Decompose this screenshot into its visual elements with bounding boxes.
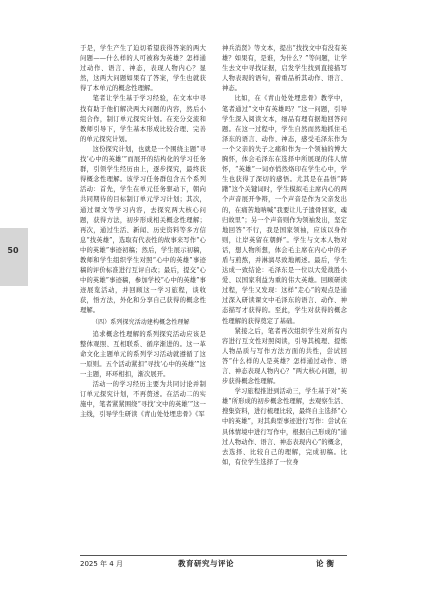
right-text-column [222,44,347,468]
footer-journal-title: 教育研究与评论 [178,559,234,568]
paragraph: 紧接之后，笔者再次组织学生对所有内容进行互文性对照阅读，引导其梳理、提炼人物品质与写作方法方面的共性，尝试回答“什么样的人是英雄？怎样通过动作、语言、神态表现人物内心？”两大核心问题，初步获得概念性理解。 [222,327,347,386]
paragraph: 神兵消贤》等文本，提出“找找文中有没有英雄？如果有，是谁，为什么？”等问题，让学生去文中寻找证据，启发学生找到直接描写人物表现的语句，着重品析其动作、语言、神态。 [222,45,347,93]
page-number-tab [0,228,28,286]
footer-section-name: 论衡 [316,559,337,568]
page-number: 50 [7,246,19,255]
paragraph: 活动一的学习经历主要为共同讨论并制订单元探究计划，不再赘述。在活动二的实施中，笔者紧紧围绕“寻找‘文中的英雄’”这一主线，引导学生研读《青山处处埋忠骨》《军 [80,381,206,419]
paragraph: 追求概念性理解的系列探究活动应该是整体观照、互相联系、循序渐进的。这一革命文化主题单元的系列学习活动就遵循了这一原则。五个活动紧扣“寻找‘心中的英雄’”这一主题，环环相扣，渐次展开。 [80,330,206,378]
paragraph: 比如，在《青山处处埋忠骨》教学中，笔者通过“文中有英雄吗？”这一问题，引导学生深入阅读文本，细品有理有据地回答问题。在这一过程中，学生自然而然地抓住毛泽东的语言、动作、神态，感受毛泽东作为一个父亲的失子之痛和作为一个领袖的博大胸怀，体会毛泽东在选择中所展现的伟人情怀，“英雄”一词亦悄然烙印在学生心中，学生也获得了深切的感悟。尤其是在品悟“踌躇”这个关键词时，学生模拟毛主席内心的两个声音展开争辩，一个声音是作为父亲发出的，在痛苦地呐喊“我要让儿子遗骨回家，魂归故里”；另一个声音则作为领袖发出，坚定地回答“不行，我是国家领袖，应该以身作则，让岸英留在朝鲜”。学生与文本人物对话，想人物所想，体会毛主席在内心中的矛盾与煎熬，并淋漓尽致地阐述。最后，学生达成一致结论：毛泽东是一位以大爱战胜小爱、以国家利益为重的伟大英雄。回顾研读过程，学生又发现：这样“走心”的观点是通过深入研读课文中毛泽东的语言、动作、神态描写才获得的。至此，学生对获得的概念性理解的获得奠定了基础。 [222,95,347,325]
paragraph: 于是，学生产生了迫切希望获得答案的两大问题——什么样的人可被称为英雄？怎样通过动作、语言、神态，表现人物内心？显然，这两大问题如果有了答案，学生也就获得了本单元的概念性理解。 [80,45,206,93]
left-text-column [80,44,206,420]
footer-divider [80,555,347,556]
section-subheading: （四）系列探究活动建构概念性理解 [92,318,190,326]
footer-date: 2025 年 4 月 [80,560,123,568]
paragraph: 这份探究计划，也就是一个围绕主题“寻找‘心中的英雄’”而展开的结构化的学习任务群，引领学生经历由上，逐步探究，最终获得概念性理解。该学习任务群包含五个系列活动：首先，学生在单元任务驱动下，朝向共同期待的目标制订单元学习计划；其次，通过课文等学习内容，去探究两大核心问题，获得方法，初步形成相关概念性理解；再次，通过生活、新闻、历史资料等多方信息“找英雄”，选取有代表性的故事来写作“心中的英雄”事迹初稿；然后，学生展示初稿，教师和学生组织学生对照“心中的英雄”事迹稿的评价标准进行互评自改；最后，提交“心中的英雄”事迹稿，参加学校“心中的英雄”事迹展览活动，并回顾这一学习旅程，谈收获，悟方法，外化和分享自己获得的概念性理解。 [80,145,206,315]
paragraph: 笔者让学生基于学习经验，在文本中寻找有助于他们解决两大问题的内容，然后小组合作，制订单元探究计划。在充分交流和教师引导下，学生基本形成比较合理、完善的单元探究计划。 [80,95,206,143]
paragraph: 学习旅程推进到活动三，学生基于对“英雄”所形成的初步概念性理解，去观察生活、搜集资料，进行梳理比较，最终自主选择“心中的英雄”，对其典型事迹进行写作：尝试在具体情境中进行写作中，根据自己形成的“通过人物动作、语言、神态表现内心”的概念，去选择、比较自己的理解，完成初稿。比如，有位学生选择了一位身 [222,388,347,466]
